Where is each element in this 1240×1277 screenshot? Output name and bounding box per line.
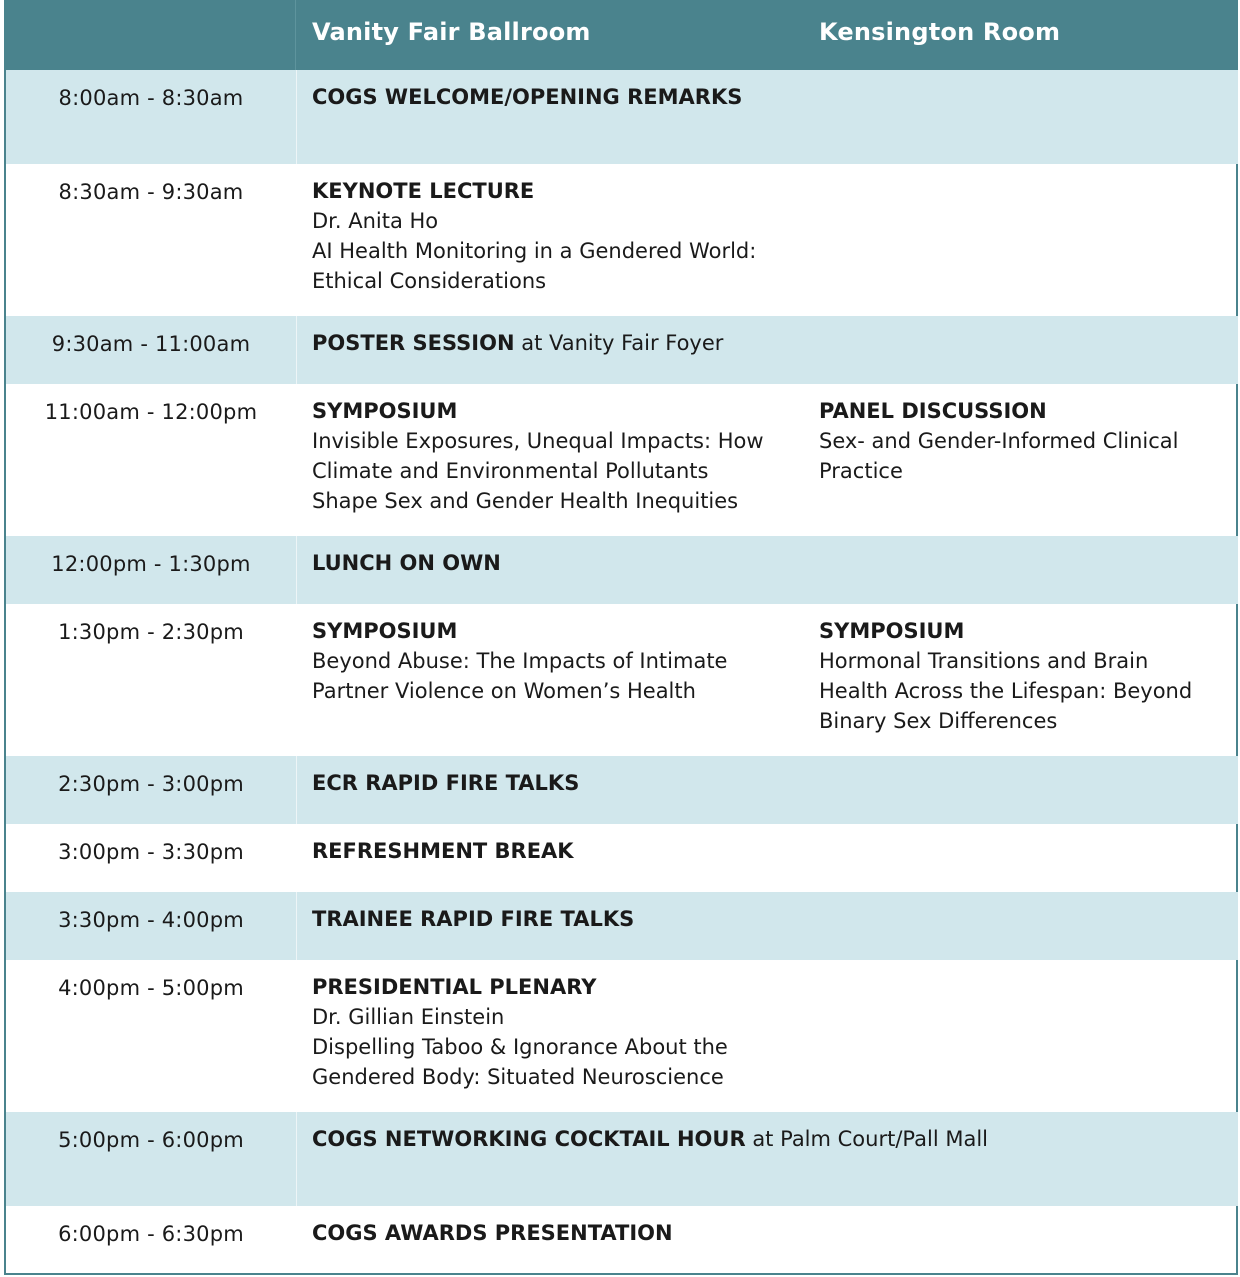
session-description: Hormonal Transitions and Brain <box>819 649 1149 673</box>
session-title: SYMPOSIUM <box>312 399 458 423</box>
schedule-row <box>6 824 1238 892</box>
session-description: Practice <box>819 459 903 483</box>
session-title: KEYNOTE LECTURE <box>312 179 535 203</box>
session-title: COGS NETWORKING COCKTAIL HOUR <box>312 1127 746 1151</box>
schedule-row <box>6 316 1238 384</box>
session-description: Dispelling Taboo & Ignorance About the <box>312 1035 728 1059</box>
schedule-row <box>6 960 1238 1112</box>
schedule-row <box>6 1206 1238 1275</box>
schedule-row <box>6 164 1238 316</box>
schedule-row <box>6 892 1238 960</box>
session-description: Sex- and Gender-Informed Clinical <box>819 429 1179 453</box>
ballroom-cell <box>312 768 802 798</box>
kensington-cell <box>819 396 1234 486</box>
time-slot: 12:00pm - 1:30pm <box>51 552 251 576</box>
session-title: COGS AWARDS PRESENTATION <box>312 1221 673 1245</box>
time-slot: 9:30am - 11:00am <box>51 332 251 356</box>
ballroom-cell <box>312 836 802 866</box>
time-slot: 2:30pm - 3:00pm <box>58 772 244 796</box>
session-description: Partner Violence on Women’s Health <box>312 679 696 703</box>
session-description: Ethical Considerations <box>312 269 547 293</box>
ballroom-cell <box>312 1218 802 1248</box>
ballroom-cell <box>312 1124 1212 1154</box>
ballroom-cell <box>312 904 802 934</box>
session-description: AI Health Monitoring in a Gendered World: <box>312 239 757 263</box>
column-divider <box>296 536 297 604</box>
session-description: Gendered Body: Situated Neuroscience <box>312 1065 724 1089</box>
session-title: COGS WELCOME/OPENING REMARKS <box>312 85 743 109</box>
time-slot: 8:30am - 9:30am <box>58 180 244 204</box>
session-description: Beyond Abuse: The Impacts of Intimate <box>312 649 728 673</box>
time-slot: 8:00am - 8:30am <box>58 86 244 110</box>
ballroom-cell <box>312 972 802 1092</box>
session-title: TRAINEE RAPID FIRE TALKS <box>312 907 635 931</box>
kensington-cell <box>819 616 1234 736</box>
session-description: Health Across the Lifespan: Beyond <box>819 679 1193 703</box>
time-slot: 11:00am - 12:00pm <box>44 400 258 424</box>
time-slot: 1:30pm - 2:30pm <box>58 620 244 644</box>
session-title: SYMPOSIUM <box>312 619 458 643</box>
session-description: Shape Sex and Gender Health Inequities <box>312 489 739 513</box>
session-location: at Palm Court/Pall Mall <box>745 1127 989 1151</box>
ballroom-cell <box>312 82 802 112</box>
column-divider <box>296 892 297 960</box>
session-title: PRESIDENTIAL PLENARY <box>312 975 597 999</box>
table-header <box>6 0 1238 70</box>
session-title: REFRESHMENT BREAK <box>312 839 574 863</box>
speaker-name: Dr. Anita Ho <box>312 209 439 233</box>
column-divider <box>296 70 297 164</box>
column-divider <box>296 316 297 384</box>
ballroom-cell <box>312 616 802 706</box>
schedule-row <box>6 756 1238 824</box>
ballroom-cell <box>312 328 802 358</box>
session-title: PANEL DISCUSSION <box>819 399 1047 423</box>
schedule-row <box>6 536 1238 604</box>
session-description: Invisible Exposures, Unequal Impacts: How <box>312 429 764 453</box>
speaker-name: Dr. Gillian Einstein <box>312 1005 505 1029</box>
time-slot: 4:00pm - 5:00pm <box>58 976 244 1000</box>
ballroom-cell <box>312 548 802 578</box>
session-location: at Vanity Fair Foyer <box>514 331 724 355</box>
column-divider <box>296 756 297 824</box>
session-description: Binary Sex Differences <box>819 709 1058 733</box>
session-description: Climate and Environmental Pollutants <box>312 459 709 483</box>
schedule-table <box>4 0 1238 1275</box>
schedule-row <box>6 384 1238 536</box>
session-title: ECR RAPID FIRE TALKS <box>312 771 580 795</box>
time-slot: 3:00pm - 3:30pm <box>58 840 244 864</box>
session-title: POSTER SESSION <box>312 331 515 355</box>
header-kensington-room: Kensington Room <box>819 18 1061 46</box>
session-title: SYMPOSIUM <box>819 619 965 643</box>
header-time-cell <box>6 0 296 70</box>
column-divider <box>296 1112 297 1206</box>
time-slot: 5:00pm - 6:00pm <box>58 1128 244 1152</box>
schedule-row <box>6 70 1238 164</box>
header-vanity-fair-ballroom: Vanity Fair Ballroom <box>312 18 591 46</box>
ballroom-cell <box>312 176 802 296</box>
ballroom-cell <box>312 396 802 516</box>
time-slot: 6:00pm - 6:30pm <box>58 1222 244 1246</box>
session-title: LUNCH ON OWN <box>312 551 501 575</box>
schedule-row <box>6 1112 1238 1206</box>
schedule-row <box>6 604 1238 756</box>
time-slot: 3:30pm - 4:00pm <box>58 908 244 932</box>
